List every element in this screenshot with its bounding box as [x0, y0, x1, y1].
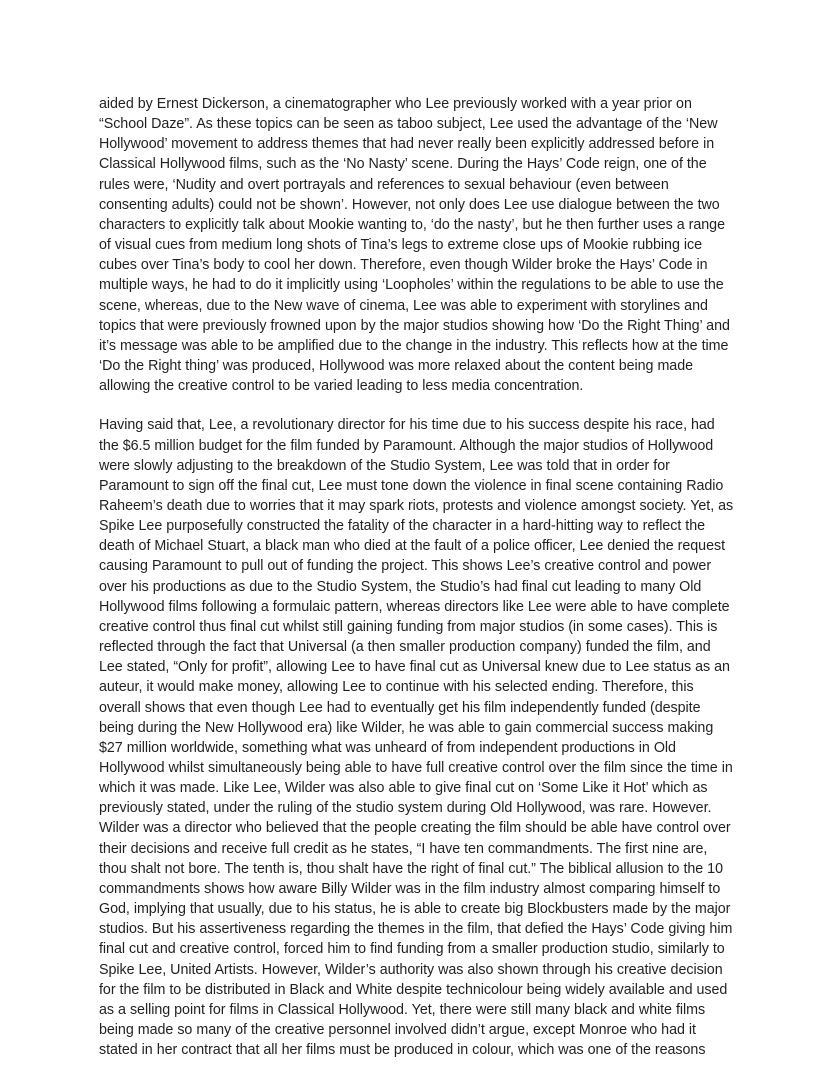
- document-text-column: [99, 94, 735, 1060]
- body-paragraph-1: aided by Ernest Dickerson, a cinematographer who Lee previously worked with a year prior on “School Daze”. As these topics can be seen as taboo subject, Lee used the advantage of the ‘New Hollywood’ movement to address themes that had never really been explicitly addressed before in Classical Hollywood films, such as the ‘No Nasty’ scene. During the Hays’ Code reign, one of the rules were, ‘Nudity and overt portrayals and references to sexual behaviour (even between consenting adults) could not be shown’. However, not only does Lee use dialogue between the two characters to explicitly talk about Mookie wanting to, ‘do the nasty’, but he then further uses a range of visual cues from medium long shots of Tina’s legs to extreme close ups of Mookie rubbing ice cubes over Tina’s body to cool her down. Therefore, even though Wilder broke the Hays’ Code in multiple ways, he had to do it implicitly using ‘Loopholes’ within the regulations to be able to use the scene, whereas, due to the New wave of cinema, Lee was able to experiment with storylines and topics that were previously frowned upon by the major studios showing how ‘Do the Right Thing’ and it’s message was able to be amplified due to the change in the industry. This reflects how at the time ‘Do the Right thing’ was produced, Hollywood was more relaxed about the content being made allowing the creative control to be varied leading to less media concentration.: [99, 96, 730, 395]
- body-paragraph-2: Having said that, Lee, a revolutionary director for his time due to his success despite his race, had the $6.5 million budget for the film funded by Paramount. Although the major studios of Hollywood were slowly adjusting to the breakdown of the Studio System, Lee was told that in order for Paramount to sign off the final cut, Lee must tone down the violence in final scene containing Radio Raheem’s death due to worries that it may spark riots, protests and violence amongst society. Yet, as Spike Lee purposefully constructed the fatality of the character in a hard-hitting way to reflect the death of Michael Stuart, a black man who died at the fault of a police officer, Lee denied the request causing Paramount to pull out of funding the project. This shows Lee’s creative control and power over his productions as due to the Studio System, the Studio’s had final cut leading to many Old Hollywood films following a formulaic pattern, whereas directors like Lee were able to have complete creative control thus final cut whilst still gaining funding from major studios (in some cases). This is reflected through the fact that Universal (a then smaller production company) funded the film, and Lee stated, “Only for profit”, allowing Lee to have final cut as Universal knew due to Lee status as an auteur, it would make money, allowing Lee to continue with his selected ending. Therefore, this overall shows that even though Lee had to eventually get his film independently funded (despite being during the New Hollywood era) like Wilder, he was able to gain commercial success making $27 million worldwide, something what was unheard of from independent productions in Old Hollywood whilst simultaneously being able to have full creative control over the film since the time in which it was made. Like Lee, Wilder was also able to give final cut on ‘Some Like it Hot’ which as previously stated, under the ruling of the studio system during Old Hollywood, was rare. However. Wilder was a director who believed that the people creating the film should be able have control over their decisions and receive full credit as he states, “I have ten commandments. The first nine are, thou shalt not bore. The tenth is, thou shalt have the right of final cut.” The biblical allusion to the 10 commandments shows how aware Billy Wilder was in the film industry almost comparing himself to God, implying that usually, due to his status, he is able to create big Blockbusters made by the major studios. But his assertiveness regarding the themes in the film, that defied the Hays’ Code giving him final cut and creative control, forced him to find funding from a smaller production studio, similarly to Spike Lee, United Artists. However, Wilder’s authority was also shown through his creative decision for the film to be distributed in Black and White despite technicolour being widely available and used as a selling point for films in Classical Hollywood. Yet, there were still many black and white films being made so many of the creative personnel involved didn’t argue, except Monroe who had it stated in her contract that all her films must be produced in colour, which was one of the reasons: [99, 417, 734, 1059]
